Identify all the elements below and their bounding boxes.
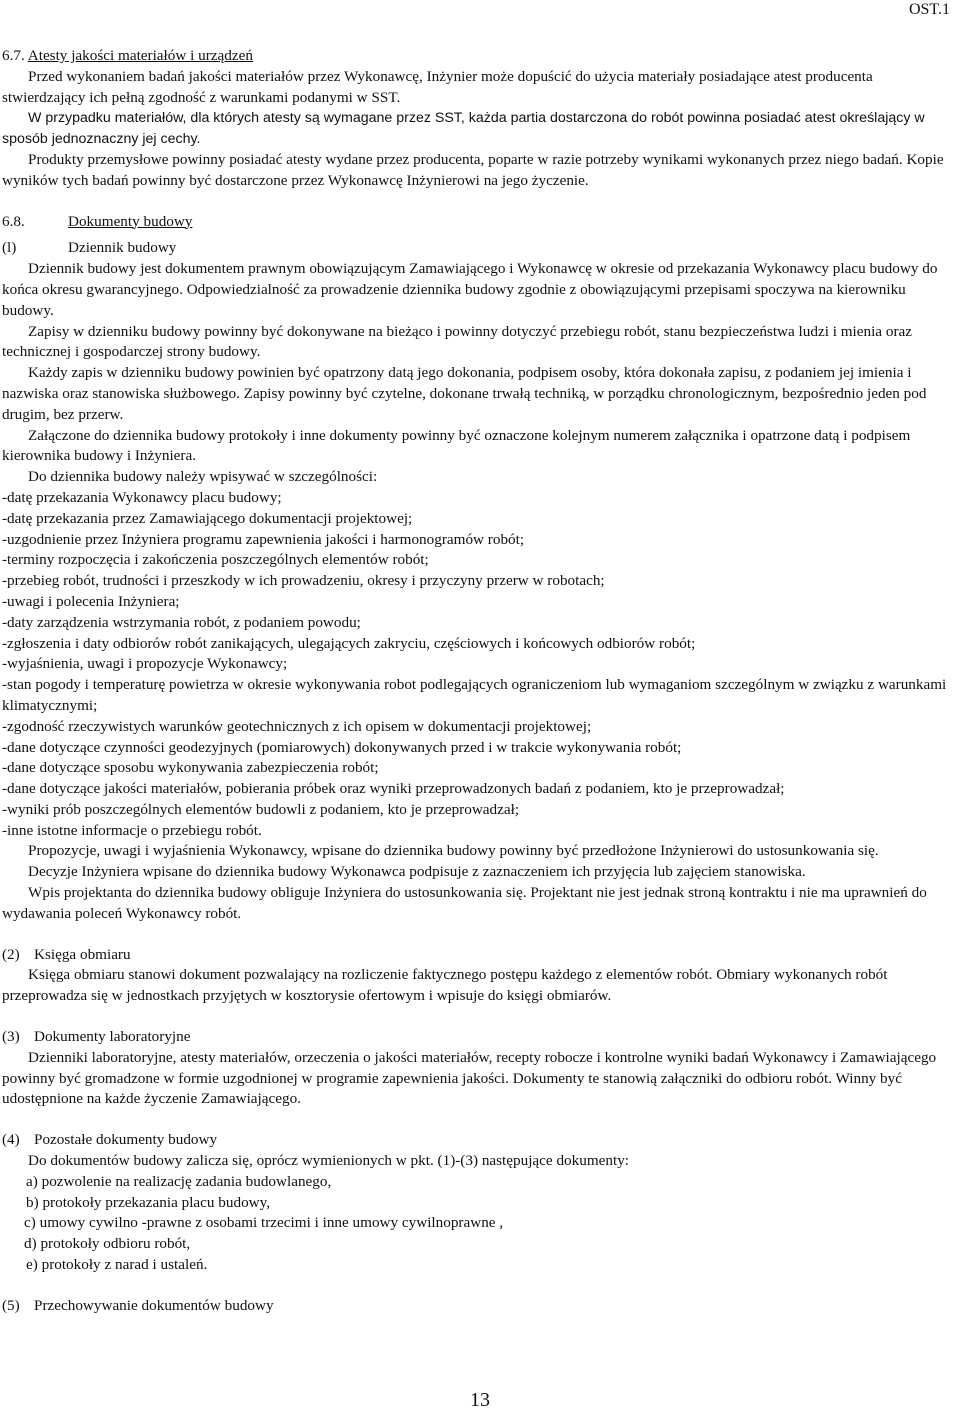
section-6-7-heading	[2, 46, 958, 67]
list-item: -wyjaśnienia, uwagi i propozycje Wykonawcy;	[2, 655, 288, 673]
subsection-number: (l)	[2, 239, 17, 257]
subsection-5-heading	[2, 1296, 958, 1317]
paragraph: Załączone do dziennika budowy protokoły i inne dokumenty powinny być oznaczone kolejnym numerem załącznika i opatrzone datą i podpisem kierownika budowy i Inżyniera.	[2, 426, 911, 465]
subsection-3-heading	[2, 1027, 958, 1048]
subsection-number: (3)	[2, 1028, 20, 1046]
list-item: -uwagi i polecenia Inżyniera;	[2, 592, 180, 610]
paragraph: Do dokumentów budowy zalicza się, oprócz wymienionych w pkt. (1)-(3) następujące dokumenty:	[28, 1152, 630, 1170]
paragraph: Każdy zapis w dzienniku budowy powinien być opatrzony datą jego dokonania, podpisem osoby, która dokonała zapisu, z podaniem jej imienia i nazwiska oraz stanowiska służbowego. Zapisy powinny być czytelne, dokonane trwałą techniką, w porządku chronologicznym, bezpośrednio jeden pod drugim, bez przerw.	[2, 364, 927, 423]
paragraph: Księga obmiaru stanowi dokument pozwalający na rozliczenie faktycznego postępu każdego z elementów robót. Obmiary wykonanych robót przeprowadza się w jednostkach przyjętych w kosztorysie ofertowym i wpisuje do księgi obmiarów.	[2, 966, 888, 1005]
list-item: e) protokoły z narad i ustaleń.	[26, 1256, 208, 1274]
subsection-number: (4)	[2, 1131, 20, 1149]
paragraph: Wpis projektanta do dziennika budowy obliguje Inżyniera do ustosunkowania się. Projektant nie jest jednak stroną kontraktu i nie ma uprawnień do wydawania poleceń Wykonawcy robót.	[2, 884, 927, 922]
list-item: -datę przekazania Wykonawcy placu budowy;	[2, 488, 282, 506]
subsection-1-heading	[2, 238, 958, 259]
subsection-title: Dokumenty laboratoryjne	[34, 1028, 191, 1046]
section-number: 6.7.	[2, 47, 25, 64]
list-item: a) pozwolenie na realizację zadania budowlanego,	[26, 1172, 332, 1190]
page-number: 13	[470, 1389, 490, 1411]
paragraph: Propozycje, uwagi i wyjaśnienia Wykonawcy, wpisane do dziennika budowy powinny być przedłożone Inżynierowi do ustosunkowania się.	[28, 842, 879, 860]
document-code: OST.1	[908, 1, 950, 18]
list-item: -daty zarządzenia wstrzymania robót, z podaniem powodu;	[2, 613, 361, 631]
document-body	[2, 46, 958, 1317]
list-item: -datę przekazania przez Zamawiającego dokumentacji projektowej;	[2, 509, 413, 527]
subsection-title: Dziennik budowy	[68, 239, 177, 257]
section-6-8-heading	[2, 212, 958, 233]
paragraph: Decyzje Inżyniera wpisane do dziennika budowy Wykonawca podpisuje z zaznaczeniem ich przyjęcia lub zajęciem stanowiska.	[28, 863, 806, 881]
list-item: -przebieg robót, trudności i przeszkody w ich prowadzeniu, okresy i przyczyny przerw w robotach;	[2, 572, 605, 590]
paragraph: Do dziennika budowy należy wpisywać w szczególności:	[28, 468, 378, 486]
list-item: c) umowy cywilno -prawne z osobami trzecimi i inne umowy cywilnoprawne ,	[24, 1214, 504, 1232]
list-item: -terminy rozpoczęcia i zakończenia poszczególnych elementów robót;	[2, 551, 429, 569]
list-item: -uzgodnienie przez Inżyniera programu zapewnienia jakości i harmonogramów robót;	[2, 530, 525, 548]
paragraph: W przypadku materiałów, dla których atesty są wymagane przez SST, każda partia dostarczona do robót powinna posiadać atest określający w sposób jednoznaczny jej cechy.	[2, 110, 925, 148]
section-number: 6.8.	[2, 212, 25, 230]
list-item: -wyniki prób poszczególnych elementów budowli z podaniem, kto je przeprowadzał;	[2, 800, 520, 818]
list-item: -dane dotyczące czynności geodezyjnych (pomiarowych) dokonywanych przed i w trakcie wykonywania robót;	[2, 738, 682, 756]
list-item: d) protokoły odbioru robót,	[24, 1235, 191, 1253]
subsection-2-heading	[2, 945, 958, 966]
paragraph: Produkty przemysłowe powinny posiadać atesty wydane przez producenta, poparte w razie potrzeby wynikami wykonanych przez niego badań. Kopie wyników tych badań powinny być dostarczone przez Wykonawcę Inżynierowi na jego życzenie.	[2, 150, 944, 189]
section-title: Dokumenty budowy	[68, 212, 193, 230]
subsection-4-heading	[2, 1130, 958, 1151]
subsection-number: (2)	[2, 945, 20, 963]
subsection-number: (5)	[2, 1296, 20, 1314]
list-item: b) protokoły przekazania placu budowy,	[26, 1193, 271, 1211]
subsection-title: Pozostałe dokumenty budowy	[34, 1131, 218, 1149]
subsection-title: Przechowywanie dokumentów budowy	[34, 1296, 274, 1314]
list-item: -inne istotne informacje o przebiegu robót.	[2, 821, 262, 839]
paragraph: Dziennik budowy jest dokumentem prawnym obowiązującym Zamawiającego i Wykonawcę w okresie od przekazania Wykonawcy placu budowy do końca okresu gwarancyjnego. Odpowiedzialność za prowadzenie dziennika budowy zgodnie z obowiązującymi przepisami spoczywa na kierowniku budowy.	[2, 260, 938, 319]
list-item: -dane dotyczące sposobu wykonywania zabezpieczenia robót;	[2, 759, 379, 777]
list-item: -zgłoszenia i daty odbiorów robót zanikających, ulegających zakryciu, częściowych i końcowych odbiorów robót;	[2, 634, 696, 652]
subsection-title: Księga obmiaru	[34, 945, 131, 963]
list-item: -zgodność rzeczywistych warunków geotechnicznych z ich opisem w dokumentacji projektowej;	[2, 717, 592, 735]
paragraph: Przed wykonaniem badań jakości materiałów przez Wykonawcę, Inżynier może dopuścić do użycia materiały posiadające atest producenta stwierdzający ich pełną zgodność z warunkami podanymi w SST.	[2, 67, 873, 106]
list-item: -dane dotyczące jakości materiałów, pobierania próbek oraz wyniki przeprowadzonych badań z podaniem, kto je przeprowadzał;	[2, 780, 785, 798]
paragraph: Zapisy w dzienniku budowy powinny być dokonywane na bieżąco i powinny dotyczyć przebiegu robót, stanu bezpieczeństwa ludzi i mienia oraz technicznej i gospodarczej strony budowy.	[2, 322, 912, 361]
section-title: Atesty jakości materiałów i urządzeń	[27, 47, 253, 64]
list-item: -stan pogody i temperaturę powietrza w okresie wykonywania robot podlegających ograniczeniom lub wymaganiom szczególnym w związku z warunkami klimatycznymi;	[2, 676, 947, 714]
paragraph: Dzienniki laboratoryjne, atesty materiałów, orzeczenia o jakości materiałów, recepty robocze i kontrolne wyniki badań Wykonawcy i Zamawiającego powinny być gromadzone w formie uzgodnionej w programie zapewnienia jakości. Dokumenty te stanowią załączniki do odbioru robót. Winny być udostępnione na każde życzenie Zamawiającego.	[2, 1048, 937, 1108]
